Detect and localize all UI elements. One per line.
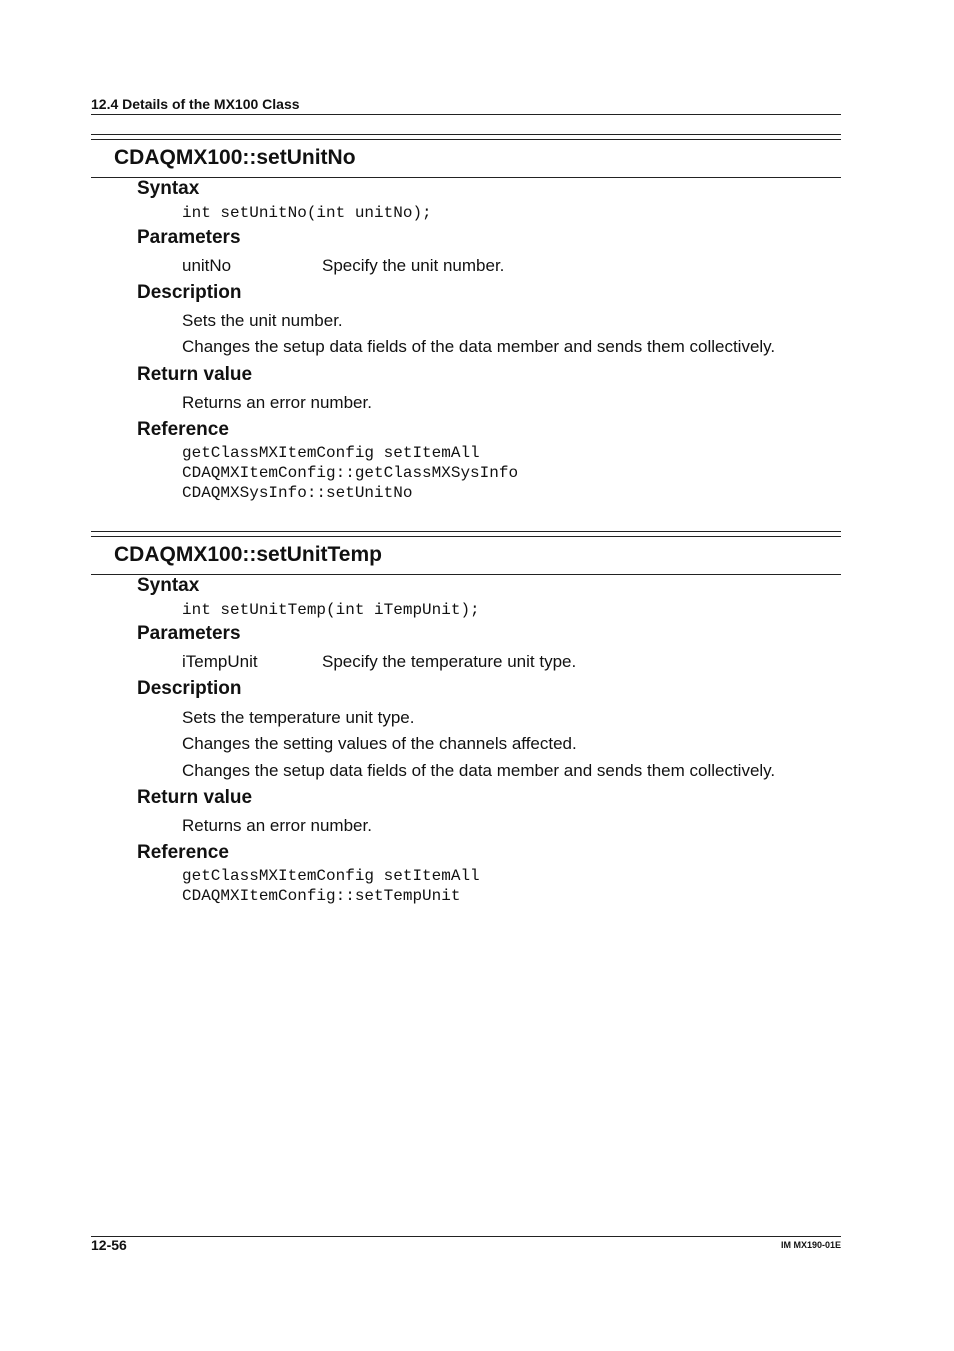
return-value-heading: Return value bbox=[137, 364, 253, 385]
parameter-description: Specify the unit number. bbox=[322, 256, 505, 275]
syntax-heading: Syntax bbox=[137, 178, 200, 199]
section-title: CDAQMX100::setUnitNo bbox=[114, 146, 356, 169]
syntax-code: int setUnitNo(int unitNo); bbox=[182, 204, 432, 222]
reference-heading: Reference bbox=[137, 842, 229, 863]
description-heading: Description bbox=[137, 282, 242, 303]
syntax-code: int setUnitTemp(int iTempUnit); bbox=[182, 601, 480, 619]
section-title-rule bbox=[91, 574, 841, 575]
reference-heading: Reference bbox=[137, 419, 229, 440]
description-line: Sets the unit number. bbox=[182, 311, 343, 330]
syntax-heading: Syntax bbox=[137, 575, 200, 596]
footer-rule bbox=[91, 1236, 841, 1237]
parameter-name: unitNo bbox=[182, 256, 232, 275]
description-heading: Description bbox=[137, 678, 242, 699]
description-line: Changes the setup data fields of the data member and sends them collectively. bbox=[182, 337, 776, 356]
return-value-heading: Return value bbox=[137, 787, 253, 808]
section-rule-top bbox=[91, 134, 841, 135]
parameter-name: iTempUnit bbox=[182, 652, 258, 671]
parameter-description: Specify the temperature unit type. bbox=[322, 652, 577, 671]
reference-item: getClassMXItemConfig setItemAll bbox=[182, 867, 480, 885]
description-line: Changes the setting values of the channels affected. bbox=[182, 734, 577, 753]
section-title-rule bbox=[91, 177, 841, 178]
parameters-heading: Parameters bbox=[137, 227, 241, 248]
description-line: Changes the setup data fields of the data member and sends them collectively. bbox=[182, 761, 776, 780]
reference-item: getClassMXItemConfig setItemAll bbox=[182, 444, 480, 462]
section-title: CDAQMX100::setUnitTemp bbox=[114, 543, 382, 566]
section-rule-top bbox=[91, 536, 841, 537]
reference-item: CDAQMXSysInfo::setUnitNo bbox=[182, 484, 413, 502]
return-value-text: Returns an error number. bbox=[182, 816, 372, 835]
return-value-text: Returns an error number. bbox=[182, 393, 372, 412]
parameters-heading: Parameters bbox=[137, 623, 241, 644]
header-rule bbox=[91, 114, 841, 115]
running-header: 12.4 Details of the MX100 Class bbox=[91, 96, 300, 112]
document-id: IM MX190-01E bbox=[780, 1240, 841, 1250]
description-line: Sets the temperature unit type. bbox=[182, 708, 415, 727]
section-rule-top bbox=[91, 139, 841, 140]
reference-item: CDAQMXItemConfig::setTempUnit bbox=[182, 887, 461, 905]
page-number: 12-56 bbox=[91, 1237, 127, 1253]
section-rule-top bbox=[91, 531, 841, 532]
reference-item: CDAQMXItemConfig::getClassMXSysInfo bbox=[182, 464, 519, 482]
